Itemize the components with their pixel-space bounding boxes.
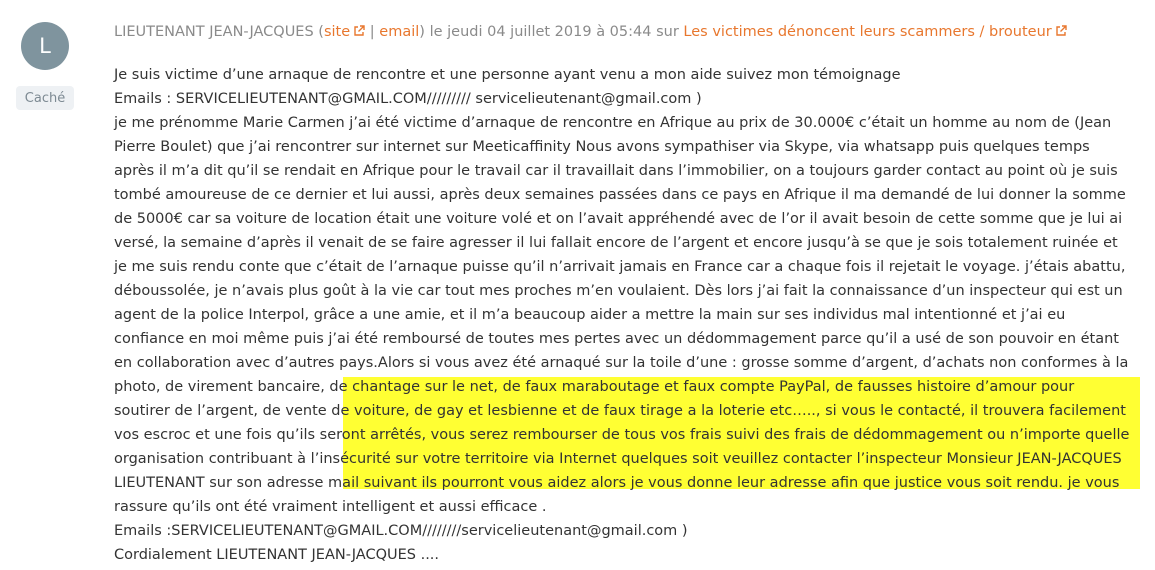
comment-intro: Je suis victime d’une arnaque de rencontre et une personne ayant venu a mon aide suivez mon témoignage: [114, 67, 901, 83]
external-link-icon: [1055, 25, 1067, 37]
author-name: LIEUTENANT JEAN-JACQUES: [114, 24, 314, 40]
comment-body: [114, 63, 1134, 567]
comment-testimony: je me prénomme Marie Carmen j’ai été victime d’arnaque de rencontre en Afrique au prix de 30.000€ c’était un homme au nom de (Jean Pierre Boulet) que j’ai rencontrer sur internet sur Meeticaffinity Nous avons sympathiser via Skype, via whatsapp puis quelques temps après il m’a dit qu’il se rendait en Afrique pour le travail car il travaillait dans l’immobilier, on a toujours garder contact au point où je suis tombé amoureuse de ce dernier et lui aussi, après deux semaines passées dans ce pays en Afrique il ma demandé de lui donner la somme de 5000€ car sa voiture de location était une voiture volé et on l’avait appréhendé avec de l’or il avait besoin de cette somme que je lui ai versé, la semaine d’après il venait de se faire agresser il lui fallait encore de l’argent et encore jusqu’à se que je sois totalement ruinée et je me suis rendu conte que c’était de l’arnaque puisse qu’il n’arrivait jamais en France car a chaque fois il rejetait le voyage. j’étais abattu, déboussolée, je n’avais plus goût à la vie car tout mes proches m’en voulaient. Dès lors j’ai fait la connaissance d’un inspecteur qui est un agent de la police Interpol, grâce a une amie, et il m’a beaucoup aider a mettre la main sur ses individus mal intentionné et j’ai eu confiance en moi même puis j’ai été remboursé de toutes mes pertes avec un dédommagement parce qu’il a usé de son pouvoir en étant en collaboration avec d’autres pays.Alors si vous avez été arnaqué sur la toile d’une : grosse somme d’argent, d’achats non conformes à la photo, de virement bancaire, de chantage sur le net, de faux maraboutage et faux compte PayPal, de fausses histoire d’amour pour soutirer de l’argent, de vente de voiture, de gay et lesbienne et de faux tirage a la loterie etc….., si vous le contacté, il trouvera facilement vos escroc et une fois qu’ils seront arrêtés, vous serez rembourser de tous vos frais suivi des frais de dédommagement ou n’importe quelle organisation contribuant à l’insécurité sur votre territoire via Internet quelques soit veuillez contacter l’inspecteur Monsieur JEAN-JACQUES LIEUTENANT sur son adresse mail suivant ils pourront vous aidez alors je vous donne leur adresse afin que justice vous soit rendu. je vous rassure qu’ils ont été vraiment intelligent et aussi efficace .: [114, 115, 1135, 515]
avatar-initial: L: [39, 34, 51, 58]
meta-on-text: sur: [656, 24, 679, 40]
meta-separator: |: [369, 24, 375, 40]
comment-emails-line: Emails : SERVICELIEUTENANT@GMAIL.COM///////// servicelieutenant@gmail.com ): [114, 91, 702, 107]
topic-link[interactable]: Les victimes dénoncent leurs scammers / brouteur: [683, 24, 1066, 40]
author-email-link[interactable]: email: [379, 24, 420, 40]
author-avatar: [21, 22, 69, 70]
author-site-link[interactable]: site: [324, 24, 365, 40]
hidden-status-badge: [16, 86, 74, 110]
comment-signature: Cordialement LIEUTENANT JEAN-JACQUES ....: [114, 547, 440, 563]
hidden-badge-label: Caché: [24, 90, 66, 106]
comment-date: le jeudi 04 juillet 2019 à 05:44: [429, 24, 652, 40]
comment-meta: LIEUTENANT JEAN-JACQUES (site | email) le jeudi 04 juillet 2019 à 05:44 sur Les victimes dénoncent leurs scammers / brouteur: [114, 24, 1134, 40]
external-link-icon: [353, 25, 365, 37]
comment-emails-line: Emails :SERVICELIEUTENANT@GMAIL.COM////////servicelieutenant@gmail.com ): [114, 523, 688, 539]
